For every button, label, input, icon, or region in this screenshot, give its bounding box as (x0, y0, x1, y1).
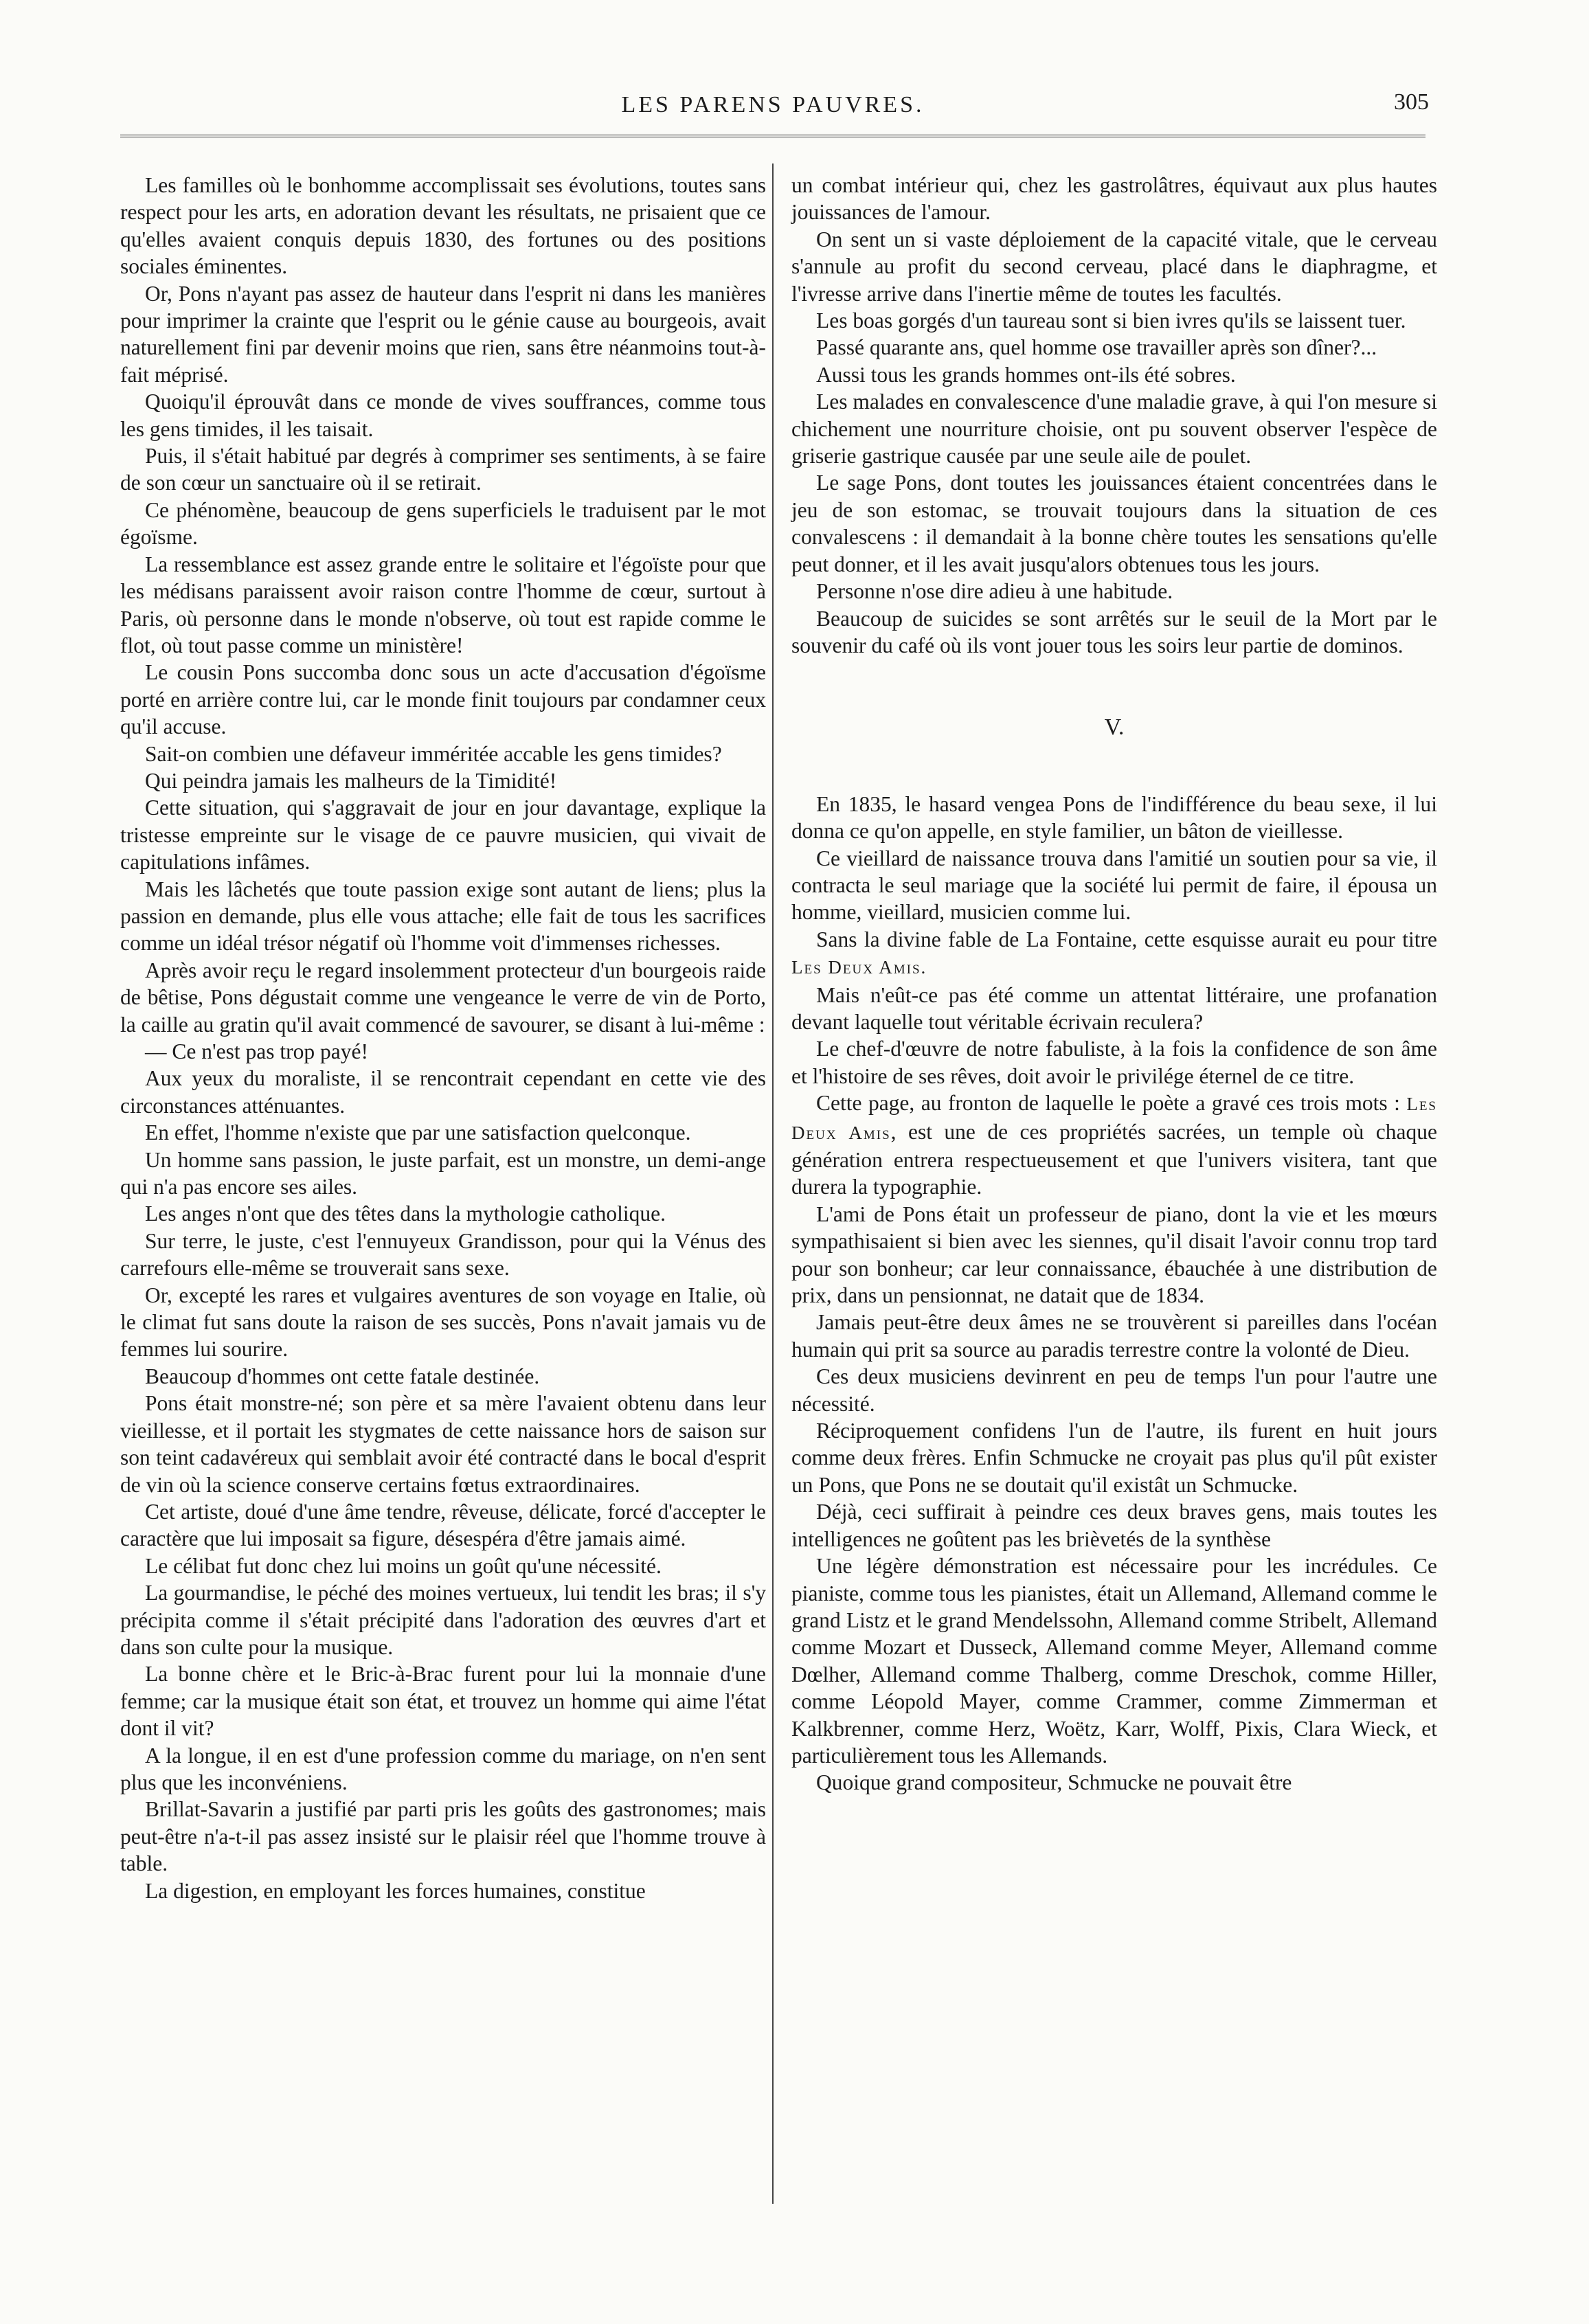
paragraph: L'ami de Pons était un professeur de piano, dont la vie et les mœurs sympathisaient si bien avec les siennes, qu'il disait l'avoir connu trop tard pour son bonheur; car leur connaissance, ébauchée à une distribution de prix, dans un pensionnat, ne datait que de 1834. (791, 1202, 1437, 1308)
paragraph: Les malades en convalescence d'une maladie grave, à qui l'on mesure si chichement une nourriture choisie, ont pu souvent observer l'espèce de griserie gastrique causée par une seule aile de poulet. (791, 390, 1437, 469)
paragraph: En effet, l'homme n'existe que par une satisfaction quelconque. (145, 1120, 691, 1145)
paragraph: Brillat-Savarin a justifié par parti pris les goûts des gastronomes; mais peut-être n'a-t-il pas assez insisté sur le plaisir réel que l'homme trouve à table. (120, 1797, 766, 1876)
paragraph: Réciproquement confidens l'un de l'autre, ils furent en huit jours comme deux frères. Enfin Schmucke ne croyait pas plus qu'il pût exister un Pons, que Pons ne se doutait qu'il existât un Schmucke. (791, 1419, 1437, 1497)
paragraph: Beaucoup de suicides se sont arrêtés sur le seuil de la Mort par le souvenir du café où ils vont jouer tous les soirs leur partie de dominos. (791, 606, 1437, 657)
title-reference-inline: Les Deux Amis (791, 1094, 1437, 1143)
paragraph-text: Cette page, au fronton de laquelle le poète a gravé ces trois mots : (816, 1091, 1400, 1116)
paragraph: Pons était monstre-né; son père et sa mère l'avaient obtenu dans leur vieillesse, et il portait les stygmates de cette naissance hors de saison sur son teint cadavéreux qui semblait avoir été contracté dans le bocal d'esprit de vin où la science conserve certains fœtus extraordinaires. (120, 1391, 766, 1497)
paragraph: Passé quarante ans, quel homme ose travailler après son dîner?... (816, 335, 1377, 360)
paragraph: Or, Pons n'ayant pas assez de hauteur dans l'esprit ni dans les manières pour imprimer la crainte que l'esprit ou le génie cause au bourgeois, avait naturellement fini par devenir moins que rien, sans être néanmoins tout-à-fait méprisé. (120, 281, 766, 387)
paragraph: Cet artiste, doué d'une âme tendre, rêveuse, délicate, forcé d'accepter le caractère que lui imposait sa figure, désespéra d'être jamais aimé. (120, 1499, 766, 1551)
paragraph: En 1835, le hasard vengea Pons de l'indifférence du beau sexe, il lui donna ce qu'on appelle, en style familier, un bâton de vieillesse. (791, 791, 1437, 844)
paragraph: Ce vieillard de naissance trouva dans l'amitié un soutien pour sa vie, il contracta le seul mariage que la société lui permit de faire, il épousa un homme, vieillard, musicien comme lui. (791, 846, 1437, 925)
paragraph-text: Sans la divine fable de La Fontaine, cette esquisse aurait eu pour titre (816, 927, 1437, 951)
paragraph: Une légère démonstration est nécessaire pour les incrédules. Ce pianiste, comme tous les pianistes, était un Allemand, Allemand comme le grand Listz et le grand Mendelssohn, Allemand comme Stribelt, Allemand comme Mozart et Dusseck, Allemand comme Meyer, Allemand comme Dœlher, Allemand comme Thalberg, comme Dreschok, comme Hiller, comme Léopold Mayer, comme Crammer, comme Zimmerman et Kalkbrenner, comme Herz, Woëtz, Karr, Wolff, Pixis, Clara Wieck, et particulièrement tous les Allemands. (791, 1554, 1437, 1768)
paragraph-text: est une de ces propriétés sacrées, un temple où chaque génération entrera respectueusement et que l'univers visitera, tant que durera la typographie. (791, 1119, 1437, 1199)
paragraph: Aux yeux du moraliste, il se rencontrait cependant en cette vie des circonstances atténuantes. (120, 1066, 766, 1118)
paragraph: Mais les lâchetés que toute passion exige sont autant de liens; plus la passion en demande, plus elle vous attache; elle fait de tous les sacrifices comme un idéal trésor négatif où l'homme voit d'immenses richesses. (120, 877, 766, 956)
paragraph (791, 926, 1437, 982)
header-rule (120, 135, 1425, 137)
paragraph: Un homme sans passion, le juste parfait, est un monstre, un demi-ange qui n'a pas encore ses ailes. (120, 1147, 766, 1199)
paragraph: A la longue, il en est d'une profession comme du mariage, on n'en sent plus que les inconvéniens. (120, 1743, 766, 1794)
paragraph: Quoique grand compositeur, Schmucke ne pouvait être (816, 1770, 1292, 1795)
paragraph: Sur terre, le juste, c'est l'ennuyeux Grandisson, pour qui la Vénus des carrefours elle-même se trouverait sans sexe. (120, 1228, 766, 1281)
paragraph: Puis, il s'était habitué par degrés à comprimer ses sentiments, à se faire de son cœur un sanctuaire où il se retirait. (120, 444, 766, 495)
column-divider (772, 163, 774, 2204)
section-heading: V. (1104, 714, 1125, 741)
paragraph: un combat intérieur qui, chez les gastrolâtres, équivaut aux plus hautes jouissances de l'amour. (791, 173, 1437, 225)
paragraph: Sait-on combien une défaveur imméritée accable les gens timides? (145, 741, 722, 766)
paragraph: Le sage Pons, dont toutes les jouissances étaient concentrées dans le jeu de son estomac, se trouvait toujours dans la situation de ces convalescens : il demandait à la bonne chère toutes les sensations qu'elle peut donner, et il les avait jusqu'alors obtenues tous les jours. (791, 471, 1437, 576)
paragraph: Cette page, au fronton de laquelle le poète a gravé ces trois mots : Les Deux Amis, est une de ces propriétés sacrées, un temple où chaque génération entrera respectueusement et que l'univers visitera, tant que durera la typographie. (791, 1091, 1437, 1199)
paragraph: Qui peindra jamais les malheurs de la Timidité! (145, 768, 557, 793)
paragraph: Les familles où le bonhomme accomplissait ses évolutions, toutes sans respect pour les arts, en adoration devant les résultats, ne prisaient que ce qu'elles avaient conquis depuis 1830, des fortunes ou des positions sociales éminentes. (120, 173, 766, 279)
paragraph: Quoiqu'il éprouvât dans ce monde de vives souffrances, comme tous les gens timides, il les taisait. (120, 390, 766, 441)
paragraph: — Ce n'est pas trop payé! (145, 1039, 368, 1063)
paragraph: Ces deux musiciens devinrent en peu de temps l'un pour l'autre une nécessité. (791, 1364, 1437, 1416)
paragraph: Mais n'eût-ce pas été comme un attentat littéraire, une profanation devant laquelle tout véritable écrivain reculera? (791, 982, 1437, 1034)
paragraph: Le chef-d'œuvre de notre fabuliste, à la fois la confidence de son âme et l'histoire de ses rêves, doit avoir le privilége éternel de ce titre. (791, 1037, 1437, 1088)
paragraph: Le cousin Pons succomba donc sous un acte d'accusation d'égoïsme porté en arrière contre lui, car le monde finit toujours par condamner ceux qu'il accuse. (120, 660, 766, 739)
title-reference: Les Deux Amis. (791, 957, 927, 978)
paragraph: On sent un si vaste déploiement de la capacité vitale, que le cerveau s'annule au profit du second cerveau, placé dans le diaphragme, et l'ivresse arrive dans l'inertie même de toutes les facultés. (791, 227, 1437, 306)
paragraph: Beaucoup d'hommes ont cette fatale destinée. (145, 1364, 540, 1388)
running-title: LES PARENS PAUVRES. (621, 92, 925, 117)
page-number: 305 (1394, 89, 1429, 115)
paragraph: La gourmandise, le péché des moines vertueux, lui tendit les bras; il s'y précipita comme il s'était précipité dans l'adoration des œuvres d'art et dans son culte pour la musique. (120, 1581, 766, 1659)
right-column (791, 172, 1437, 1796)
paragraph: La bonne chère et le Bric-à-Brac furent pour lui la monnaie d'une femme; car la musique était son état, et trouvez un homme qui aime l'état dont il vit? (120, 1662, 766, 1741)
paragraph: La digestion, en employant les forces humaines, constitue (145, 1878, 646, 1903)
paragraph: Cette situation, qui s'aggravait de jour en jour davantage, explique la tristesse empreinte sur le visage de ce pauvre musicien, qui vivait de capitulations infâmes. (120, 796, 766, 875)
paragraph: Or, excepté les rares et vulgaires aventures de son voyage en Italie, où le climat fut sans doute la raison de ses succès, Pons n'avait jamais vu de femmes lui sourire. (120, 1283, 766, 1362)
paragraph: Aussi tous les grands hommes ont-ils été sobres. (816, 362, 1236, 387)
page-header (117, 82, 1429, 124)
paragraph: Les anges n'ont que des têtes dans la mythologie catholique. (145, 1202, 666, 1226)
paragraph: La ressemblance est assez grande entre le solitaire et l'égoïste pour que les médisans paraissent avoir raison contre l'homme de cœur, surtout à Paris, où personne dans le monde n'observe, où tout est rapide comme le flot, où tout passe comme un ministère! (120, 552, 766, 657)
paragraph: Ce phénomène, beaucoup de gens superficiels le traduisent par le mot égoïsme. (120, 497, 766, 550)
paragraph: Jamais peut-être deux âmes ne se trouvèrent si pareilles dans l'océan humain qui prit sa source au paradis terrestre contre la volonté de Dieu. (791, 1310, 1437, 1362)
left-column (120, 172, 766, 1904)
paragraph: Après avoir reçu le regard insolemment protecteur d'un bourgeois raide de bêtise, Pons dégustait comme une vengeance le verre de vin de Porto, la caille au gratin qu'il avait commencé de savourer, se disant à lui-même : (120, 958, 766, 1037)
paragraph: Les boas gorgés d'un taureau sont si bien ivres qu'ils se laissent tuer. (816, 308, 1406, 333)
paragraph: Déjà, ceci suffirait à peindre ces deux braves gens, mais toutes les intelligences ne goûtent pas les brièvetés de la synthèse (791, 1500, 1437, 1551)
paragraph: Personne n'ose dire adieu à une habitude. (816, 579, 1173, 604)
paragraph: Le célibat fut donc chez lui moins un goût qu'une nécessité. (145, 1553, 662, 1578)
